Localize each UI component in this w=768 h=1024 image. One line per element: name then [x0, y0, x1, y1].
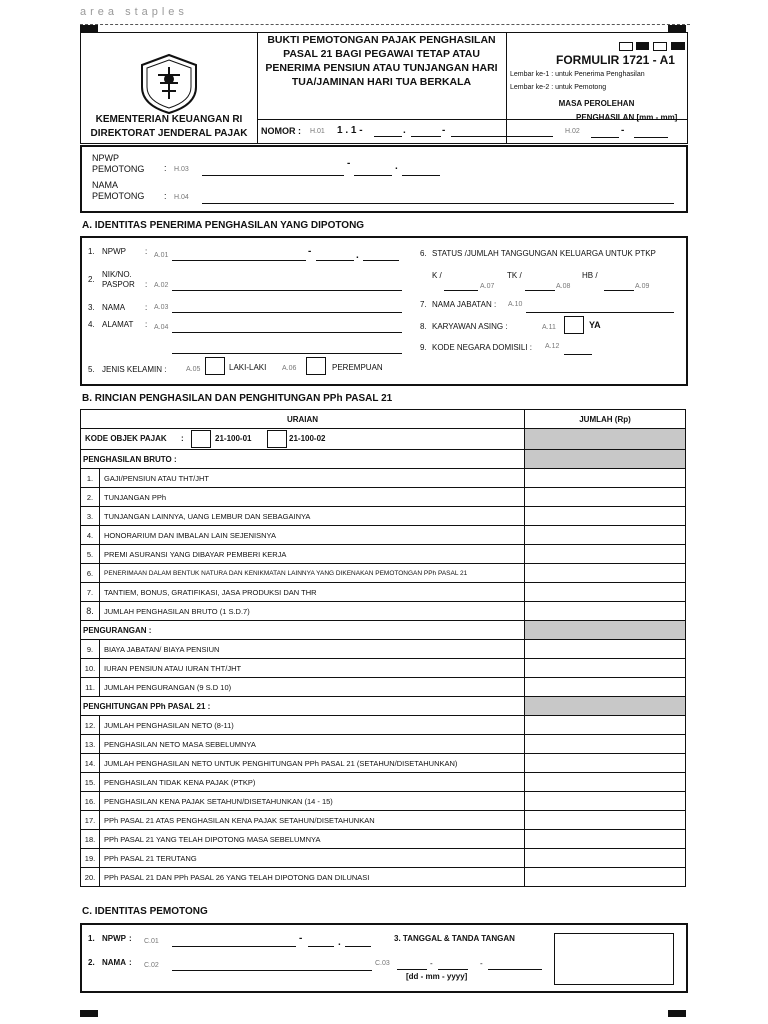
table-row — [81, 792, 686, 811]
nomor-separator: - — [442, 125, 446, 136]
a-alamat-label: ALAMAT — [102, 320, 134, 329]
row-number: 18. — [81, 830, 100, 849]
row-number: 16. — [81, 792, 100, 811]
npwp-pemotong-field-2[interactable] — [354, 175, 392, 176]
row-text: PENGHASILAN KENA PAJAK SETAHUN/DISETAHUNKAN (14 - 15) — [100, 792, 525, 811]
amount-input[interactable] — [525, 830, 686, 849]
section-c-title: C. IDENTITAS PEMOTONG — [82, 906, 208, 917]
field-number: 2. — [88, 275, 95, 284]
copy-box-filled — [671, 42, 685, 50]
field-code: A.11 — [542, 324, 556, 331]
nomor-prefix: 1 . 1 - — [337, 125, 363, 136]
field-number: 8. — [420, 322, 427, 331]
nomor-label: NOMOR : — [261, 126, 301, 136]
field-code: A.01 — [154, 252, 169, 259]
field-number: 4. — [88, 320, 95, 329]
amount-input[interactable] — [525, 735, 686, 754]
amount-input[interactable] — [525, 583, 686, 602]
field-separator: - — [430, 959, 433, 968]
laki-laki-checkbox[interactable] — [205, 357, 225, 375]
registration-mark — [80, 1010, 98, 1017]
masa-perolehan-subtitle: PENGHASILAN [mm - mm] — [576, 113, 678, 122]
nama-pemotong-field[interactable] — [202, 203, 674, 204]
field-code: A.03 — [154, 304, 169, 311]
perempuan-checkbox[interactable] — [306, 357, 326, 375]
divider — [506, 33, 507, 143]
row-number: 8. — [81, 602, 100, 621]
row-text: JUMLAH PENGHASILAN NETO (8-11) — [100, 716, 525, 735]
table-row — [81, 716, 686, 735]
masa-code: H.02 — [565, 128, 580, 135]
pengurangan-header: PENGURANGAN : — [81, 621, 525, 640]
row-text: JUMLAH PENGHASILAN BRUTO (1 S.D.7) — [100, 602, 525, 621]
table-row — [81, 773, 686, 792]
c-nama-field[interactable] — [172, 970, 372, 971]
field-colon: : — [145, 280, 148, 289]
field-code: C.03 — [375, 960, 390, 967]
row-number: 20. — [81, 868, 100, 887]
field-code: A.08 — [556, 283, 571, 290]
amount-input[interactable] — [525, 849, 686, 868]
field-code: A.04 — [154, 324, 169, 331]
a-jenis-kelamin-label: JENIS KELAMIN : — [102, 365, 167, 374]
npwp-colon: : — [164, 163, 167, 173]
table-row — [81, 659, 686, 678]
amount-input[interactable] — [525, 507, 686, 526]
amount-input[interactable] — [525, 545, 686, 564]
row-text: JUMLAH PENGHASILAN NETO UNTUK PENGHITUNGAN PPh PASAL 21 (SETAHUN/DISETAHUNKAN) — [100, 754, 525, 773]
npwp-separator: - — [347, 158, 351, 169]
row-text: HONORARIUM DAN IMBALAN LAIN SEJENISNYA — [100, 526, 525, 545]
table-row — [81, 640, 686, 659]
amount-input[interactable] — [525, 526, 686, 545]
field-colon: : — [129, 958, 132, 967]
masa-start-field[interactable] — [591, 137, 619, 138]
c-nama-label: NAMA — [102, 958, 126, 967]
row-number: 11. — [81, 678, 100, 697]
field-number: 3. — [88, 303, 95, 312]
kode-colon: : — [181, 434, 184, 443]
field-colon: : — [129, 934, 132, 943]
nama-pemotong-label: NAMA PEMOTONG — [92, 180, 145, 201]
copy-box-filled — [636, 42, 649, 50]
field-code: A.07 — [480, 283, 495, 290]
masa-separator: - — [621, 125, 625, 136]
nomor-field-3[interactable] — [451, 136, 553, 137]
kode-objek-label: KODE OBJEK PAJAK — [85, 434, 167, 443]
form-title: BUKTI PEMOTONGAN PAJAK PENGHASILAN PASAL 21 BAGI PEGAWAI TETAP ATAU PENERIMA PENSIUN ATAU TUNJANGAN HARI TUA/JAMINAN HARI TUA BERKALA — [265, 34, 498, 88]
a-npwp-field-3[interactable] — [363, 260, 399, 261]
a-nama-label: NAMA — [102, 303, 126, 312]
nomor-field-1[interactable] — [374, 136, 402, 137]
table-row — [81, 868, 686, 887]
perempuan-label: PEREMPUAN — [332, 363, 383, 372]
row-number: 3. — [81, 507, 100, 526]
form-header — [80, 32, 688, 144]
table-row — [81, 488, 686, 507]
row-text: PENERIMAAN DALAM BENTUK NATURA DAN KENIKMATAN LAINNYA YANG DIKENAKAN PEMOTONGAN PPh PASAL 21 — [100, 564, 525, 583]
row-text: IURAN PENSIUN ATAU IURAN THT/JHT — [100, 659, 525, 678]
row-text: JUMLAH PENGURANGAN (9 S.D 10) — [100, 678, 525, 697]
a-nama-field[interactable] — [172, 312, 402, 313]
a-alamat-field-1[interactable] — [172, 332, 402, 333]
kode-21-100-01-label: 21-100-01 — [215, 434, 252, 443]
jumlah-cell — [525, 697, 686, 716]
masa-perolehan-title: MASA PEROLEHAN — [558, 99, 635, 108]
table-row — [81, 678, 686, 697]
lembar-1-note: Lembar ke-1 : untuk Penerima Penghasilan — [510, 71, 645, 78]
pemotong-box — [80, 145, 688, 213]
field-code: A.10 — [508, 301, 523, 308]
ministry-name: KEMENTERIAN KEUANGAN RI — [95, 114, 243, 125]
field-separator: . — [356, 250, 359, 261]
row-number: 14. — [81, 754, 100, 773]
tanggal-tanda-tangan-label: 3. TANGGAL & TANDA TANGAN — [394, 934, 515, 943]
a-npwp-field-1[interactable] — [172, 260, 306, 261]
field-separator: - — [308, 246, 312, 257]
field-separator: - — [299, 933, 303, 944]
field-code: A.05 — [186, 366, 201, 373]
k-label: K / — [432, 271, 442, 280]
amount-input[interactable] — [525, 811, 686, 830]
k-field[interactable] — [444, 290, 478, 291]
npwp-pemotong-field-1[interactable] — [202, 175, 344, 176]
amount-input[interactable] — [525, 640, 686, 659]
row-text: TUNJANGAN LAINNYA, UANG LEMBUR DAN SEBAGAINYA — [100, 507, 525, 526]
npwp-pemotong-label: NPWP PEMOTONG — [92, 153, 145, 174]
uraian-header: URAIAN — [81, 410, 525, 429]
field-number: 5. — [88, 365, 95, 374]
row-number: 15. — [81, 773, 100, 792]
row-number: 10. — [81, 659, 100, 678]
field-code: A.06 — [282, 365, 297, 372]
row-number: 4. — [81, 526, 100, 545]
table-row — [81, 583, 686, 602]
c-npwp-field-1[interactable] — [172, 946, 296, 947]
row-text: TANTIEM, BONUS, GRATIFIKASI, JASA PRODUKSI DAN THR — [100, 583, 525, 602]
penghitungan-header: PENGHITUNGAN PPh PASAL 21 : — [81, 697, 525, 716]
field-separator: . — [338, 937, 341, 948]
hb-field[interactable] — [604, 290, 634, 291]
karyawan-asing-checkbox[interactable] — [564, 316, 584, 334]
row-number: 1. — [81, 469, 100, 488]
npwp-pemotong-field-3[interactable] — [402, 175, 440, 176]
jumlah-cell — [525, 429, 686, 450]
copy-box — [653, 42, 667, 51]
row-number: 13. — [81, 735, 100, 754]
nomor-separator: . — [403, 125, 406, 136]
tk-field[interactable] — [525, 290, 555, 291]
registration-mark — [668, 25, 686, 32]
amount-input[interactable] — [525, 564, 686, 583]
date-dd-field[interactable] — [397, 969, 427, 970]
nama-colon: : — [164, 191, 167, 201]
field-number: 7. — [420, 300, 427, 309]
field-number: 1. — [88, 934, 95, 943]
npwp-code: H.03 — [174, 166, 189, 173]
amount-input[interactable] — [525, 773, 686, 792]
table-row — [81, 507, 686, 526]
row-text: PREMI ASURANSI YANG DIBAYAR PEMBERI KERJA — [100, 545, 525, 564]
field-colon: : — [145, 320, 148, 329]
directorate-name: DIREKTORAT JENDERAL PAJAK — [90, 128, 248, 139]
a-negara-field[interactable] — [564, 354, 592, 355]
field-code: A.09 — [635, 283, 650, 290]
staple-divider — [80, 24, 690, 25]
registration-mark — [80, 25, 98, 32]
table-row — [81, 602, 686, 621]
a-status-label: STATUS /JUMLAH TANGGUNGAN KELUARGA UNTUK PTKP — [432, 249, 656, 258]
field-code: A.02 — [154, 282, 169, 289]
npwp-separator: . — [395, 161, 398, 172]
kode-21-100-01-checkbox[interactable] — [191, 430, 211, 448]
row-number: 5. — [81, 545, 100, 564]
table-row — [81, 849, 686, 868]
date-mm-field[interactable] — [438, 969, 468, 970]
nomor-code: H.01 — [310, 128, 325, 135]
date-format-hint: [dd - mm - yyyy] — [406, 972, 468, 981]
field-number: 2. — [88, 958, 95, 967]
field-code: C.01 — [144, 938, 159, 945]
area-staples-label: area staples — [80, 6, 188, 18]
section-b-title: B. RINCIAN PENGHASILAN DAN PENGHITUNGAN PPh PASAL 21 — [82, 393, 393, 404]
row-number: 7. — [81, 583, 100, 602]
row-text: PENGHASILAN NETO MASA SEBELUMNYA — [100, 735, 525, 754]
row-text: PENGHASILAN TIDAK KENA PAJAK (PTKP) — [100, 773, 525, 792]
table-row — [81, 469, 686, 488]
a-nik-label: NIK/NO. PASPOR — [102, 270, 135, 289]
section-a-box — [80, 236, 688, 386]
a-jabatan-label: NAMA JABATAN : — [432, 300, 497, 309]
kode-21-100-02-checkbox[interactable] — [267, 430, 287, 448]
table-row — [81, 545, 686, 564]
registration-mark — [668, 1010, 686, 1017]
copy-box — [619, 42, 633, 51]
table-row — [81, 564, 686, 583]
field-separator: - — [480, 959, 483, 968]
row-text: PPh PASAL 21 ATAS PENGHASILAN KENA PAJAK SETAHUN/DISETAHUNKAN — [100, 811, 525, 830]
field-number: 9. — [420, 343, 427, 352]
tk-label: TK / — [507, 271, 522, 280]
nama-code: H.04 — [174, 194, 189, 201]
row-text: PPh PASAL 21 YANG TELAH DIPOTONG MASA SEBELUMNYA — [100, 830, 525, 849]
table-row — [81, 811, 686, 830]
a-npwp-field-2[interactable] — [316, 260, 354, 261]
row-number: 9. — [81, 640, 100, 659]
row-text: BIAYA JABATAN/ BIAYA PENSIUN — [100, 640, 525, 659]
row-number: 2. — [81, 488, 100, 507]
amount-input[interactable] — [525, 488, 686, 507]
ministry-emblem-icon — [136, 51, 202, 117]
row-text: TUNJANGAN PPh — [100, 488, 525, 507]
jumlah-cell — [525, 621, 686, 640]
c-npwp-field-3[interactable] — [345, 946, 371, 947]
a-negara-label: KODE NEGARA DOMISILI : — [432, 343, 533, 352]
row-number: 19. — [81, 849, 100, 868]
field-number: 1. — [88, 247, 95, 256]
masa-end-field[interactable] — [634, 137, 668, 138]
jumlah-cell — [525, 450, 686, 469]
table-row — [81, 735, 686, 754]
kode-objek-row — [81, 429, 525, 450]
row-number: 6. — [81, 564, 100, 583]
c-npwp-label: NPWP — [102, 934, 126, 943]
form-number: FORMULIR 1721 - A1 — [556, 53, 675, 67]
row-number: 17. — [81, 811, 100, 830]
a-karyawan-asing-label: KARYAWAN ASING : — [432, 322, 508, 331]
c-npwp-field-2[interactable] — [308, 946, 334, 947]
field-code: C.02 — [144, 962, 159, 969]
laki-laki-label: LAKI-LAKI — [229, 363, 267, 372]
a-nik-field[interactable] — [172, 290, 402, 291]
a-alamat-field-2[interactable] — [172, 353, 402, 354]
a-npwp-label: NPWP — [102, 247, 126, 256]
table-row — [81, 830, 686, 849]
hb-label: HB / — [582, 271, 598, 280]
amount-input[interactable] — [525, 868, 686, 887]
rincian-table — [80, 409, 686, 887]
section-a-title: A. IDENTITAS PENERIMA PENGHASILAN YANG DIPOTONG — [82, 220, 365, 231]
amount-input[interactable] — [525, 754, 686, 773]
a-jabatan-field[interactable] — [526, 312, 674, 313]
row-text: GAJI/PENSIUN ATAU THT/JHT — [100, 469, 525, 488]
field-colon: : — [145, 247, 148, 256]
row-text: PPh PASAL 21 TERUTANG — [100, 849, 525, 868]
jumlah-header: JUMLAH (Rp) — [525, 410, 686, 429]
amount-input[interactable] — [525, 602, 686, 621]
ya-label: YA — [589, 320, 601, 330]
kode-21-100-02-label: 21-100-02 — [289, 434, 326, 443]
table-row — [81, 526, 686, 545]
lembar-2-note: Lembar ke-2 : untuk Pemotong — [510, 84, 607, 91]
date-yyyy-field[interactable] — [488, 969, 542, 970]
row-number: 12. — [81, 716, 100, 735]
nomor-field-2[interactable] — [411, 136, 441, 137]
amount-input[interactable] — [525, 716, 686, 735]
amount-input[interactable] — [525, 659, 686, 678]
amount-input[interactable] — [525, 678, 686, 697]
field-number: 6. — [420, 249, 427, 258]
section-c-box — [80, 923, 688, 993]
amount-input[interactable] — [525, 792, 686, 811]
table-row — [81, 754, 686, 773]
field-code: A.12 — [545, 343, 560, 350]
amount-input[interactable] — [525, 469, 686, 488]
field-colon: : — [145, 303, 148, 312]
row-text: PPh PASAL 21 DAN PPh PASAL 26 YANG TELAH DIPOTONG DAN DILUNASI — [100, 868, 525, 887]
penghasilan-bruto-header: PENGHASILAN BRUTO : — [81, 450, 525, 469]
signature-box[interactable] — [554, 933, 674, 985]
